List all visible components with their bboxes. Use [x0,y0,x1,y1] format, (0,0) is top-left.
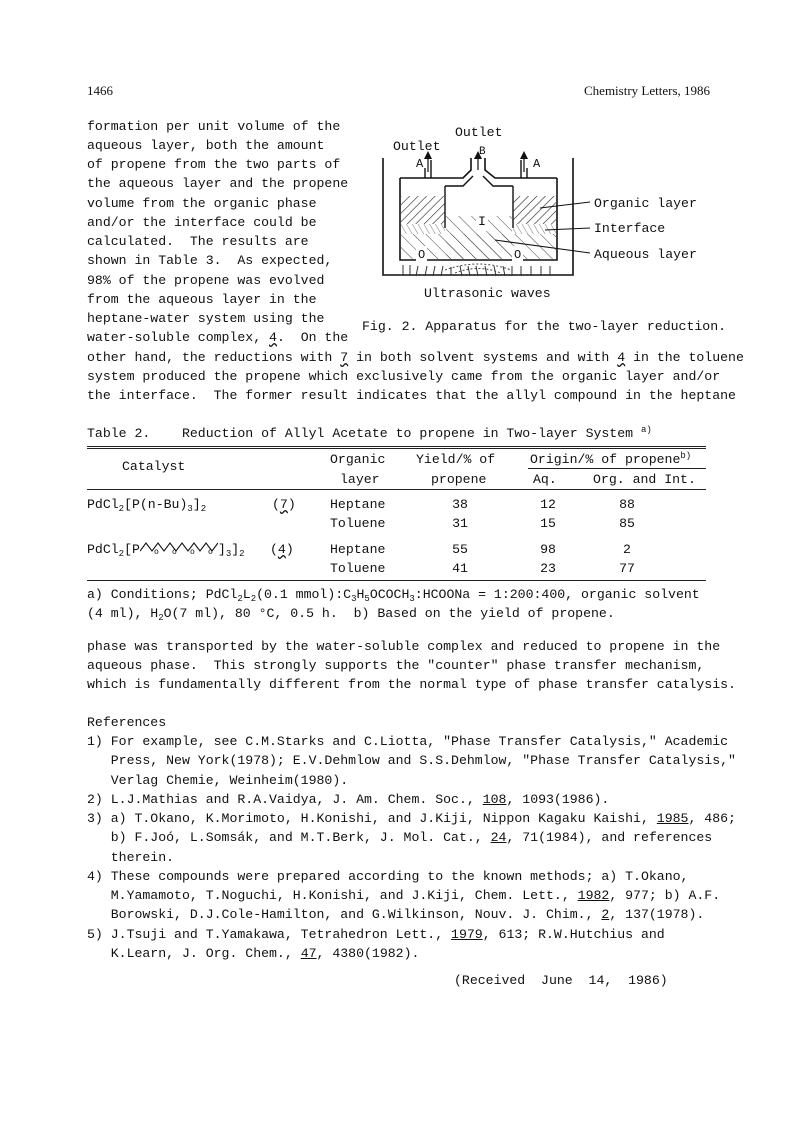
row-aq: 23 [540,561,556,576]
header-aq: Aq. [533,472,557,487]
row-yield: 38 [452,497,468,512]
header-origin: Origin/% of propene$^{b)}$ [530,451,692,467]
svg-text:o: o [207,548,213,555]
table-footnote: a) Conditions; $PdCl_2L_2(0.1$ $mmol):C_3H_5OCOCH_3:HCOONa$ = 1:200:400, organic solvent [87,587,700,604]
row-solvent: Toluene [330,561,386,576]
ultrasonic-label: Ultrasonic waves [424,286,551,301]
table-rule-bottom [87,580,706,581]
catalyst-2-ref: (4) [270,542,294,557]
svg-text:o: o [171,548,177,555]
organic-layer-label: Organic layer [594,196,697,211]
text-line: the interface. The former result indicates that the allyl compound in the heptane [87,388,736,403]
row-org: 85 [619,516,635,531]
text-line: of propene from the two parts of [87,157,341,172]
reference-item: therein. [87,850,175,865]
row-solvent: Toluene [330,516,386,531]
label-b: B [479,146,486,158]
header-propene: propene [431,472,487,487]
table-rule-top [87,446,706,447]
reference-item: 3) a) T.Okano, K.Morimoto, H.Konishi, and J.Kiji, Nippon Kagaku Kaishi, 1985, 486; [87,811,736,826]
reference-item: M.Yamamoto, T.Noguchi, H.Konishi, and J.Kiji, Chem. Lett., 1982, 977; b) A.F. [87,888,721,903]
received-date: (Received June 14, 1986) [454,973,668,988]
reference-item: K.Learn, J. Org. Chem., 47, 4380(1982). [87,946,420,961]
figure-caption: Fig. 2. Apparatus for the two-layer reduction. [362,319,727,334]
text-line: system produced the propene which exclusively came from the organic layer and/or [87,369,721,384]
row-org: 88 [619,497,635,512]
text-line: aqueous layer, both the amount [87,138,325,153]
compound-ref: 4 [269,330,277,345]
header-catalyst: Catalyst [122,459,186,474]
row-aq: 12 [540,497,556,512]
text-line: which is fundamentally different from the normal type of phase transfer catalysis. [87,677,736,692]
row-yield: 55 [452,542,468,557]
table-title: Table 2. Reduction of Allyl Acetate to propene in Two-layer System $^{a)}$ [87,425,652,441]
reference-item: 1) For example, see C.M.Starks and C.Liotta, "Phase Transfer Catalysis," Academic [87,734,729,749]
interface-label: Interface [594,221,666,236]
reference-item: Verlag Chemie, Weinheim(1980). [87,773,349,788]
header-layer: layer [340,472,380,487]
header-yield: Yield/% of [416,452,496,467]
text-line: volume from the organic phase [87,196,317,211]
reference-item: 4) These compounds were prepared according to the known methods; a) T.Okano, [87,869,689,884]
outlet-top-label: Outlet [455,125,503,140]
text-line: heptane-water system using the [87,311,325,326]
page-number: 1466 [87,83,113,98]
text-line: aqueous phase. This strongly supports the "counter" phase transfer mechanism, [87,658,705,673]
svg-text:o: o [189,548,195,555]
row-org: 2 [623,542,631,557]
text-line: phase was transported by the water-soluble complex and reduced to propene in the [87,639,721,654]
row-yield: 41 [452,561,468,576]
label-a-right: A [533,157,541,171]
text-line: calculated. The results are [87,234,309,249]
label-i: I [476,212,488,231]
text-line: shown in Table 3. As expected, [87,253,333,268]
row-solvent: Heptane [330,497,386,512]
header-org-int: Org. and Int. [593,472,696,487]
catalyst-1-ref: (7) [272,497,296,512]
label-o-right: O [512,246,523,265]
text-line: 98% of the propene was evolved [87,273,325,288]
references-title: References [87,715,167,730]
row-yield: 31 [452,516,468,531]
catalyst-2-formula: PdCl$_2$[P o o o o ]$_3]_2$ [87,542,245,559]
reference-item: Press, New York(1978); E.V.Dehmlow and S.S.Dehmlow, "Phase Transfer Catalysis," [87,753,736,768]
row-org: 77 [619,561,635,576]
reference-item: 5) J.Tsuji and T.Yamakawa, Tetrahedron Lett., 1979, 613; R.W.Hutchius and [87,927,665,942]
svg-text:o: o [153,548,159,555]
compound-ref: 4 [617,350,626,365]
text-line: the aqueous layer and the propene [87,176,349,191]
outlet-left-label: Outlet [393,139,441,154]
text-line: other hand, the reductions with 7 in both solvent systems and with 4 in the toluene [87,350,744,365]
text-line: formation per unit volume of the [87,119,341,134]
text-line: and/or the interface could be [87,215,317,230]
catalyst-1-formula: $PdCl_2[P(n-Bu)_3]_2$ [87,497,207,514]
reference-item: Borowski, D.J.Cole-Hamilton, and G.Wilkinson, Nouv. J. Chim., 2, 137(1978). [87,907,705,922]
polyether-chain-icon [140,541,218,555]
header-organic: Organic [330,452,386,467]
journal-header: Chemistry Letters, 1986 [584,83,711,98]
text-line: from the aqueous layer in the [87,292,317,307]
aqueous-layer-label: Aqueous layer [594,247,697,262]
table-footnote: (4 ml), $H_2O(7$ ml), 80 °C, 0.5 h. b) Based on the yield of propene. [87,606,615,623]
origin-underline [528,468,706,469]
table-rule-mid [87,489,706,490]
reference-item: 2) L.J.Mathias and R.A.Vaidya, J. Am. Chem. Soc., 108, 1093(1986). [87,792,610,807]
table-rule-top-2 [87,448,706,449]
label-o-left: O [416,246,427,265]
row-aq: 98 [540,542,556,557]
text-line: water-soluble complex, 4. On the [87,330,349,345]
row-aq: 15 [540,516,556,531]
row-solvent: Heptane [330,542,386,557]
compound-ref: 7 [340,350,349,365]
label-a-left: A [416,157,424,171]
reference-item: b) F.Joó, L.Somsák, and M.T.Berk, J. Mol. Cat., 24, 71(1984), and references [87,830,713,845]
